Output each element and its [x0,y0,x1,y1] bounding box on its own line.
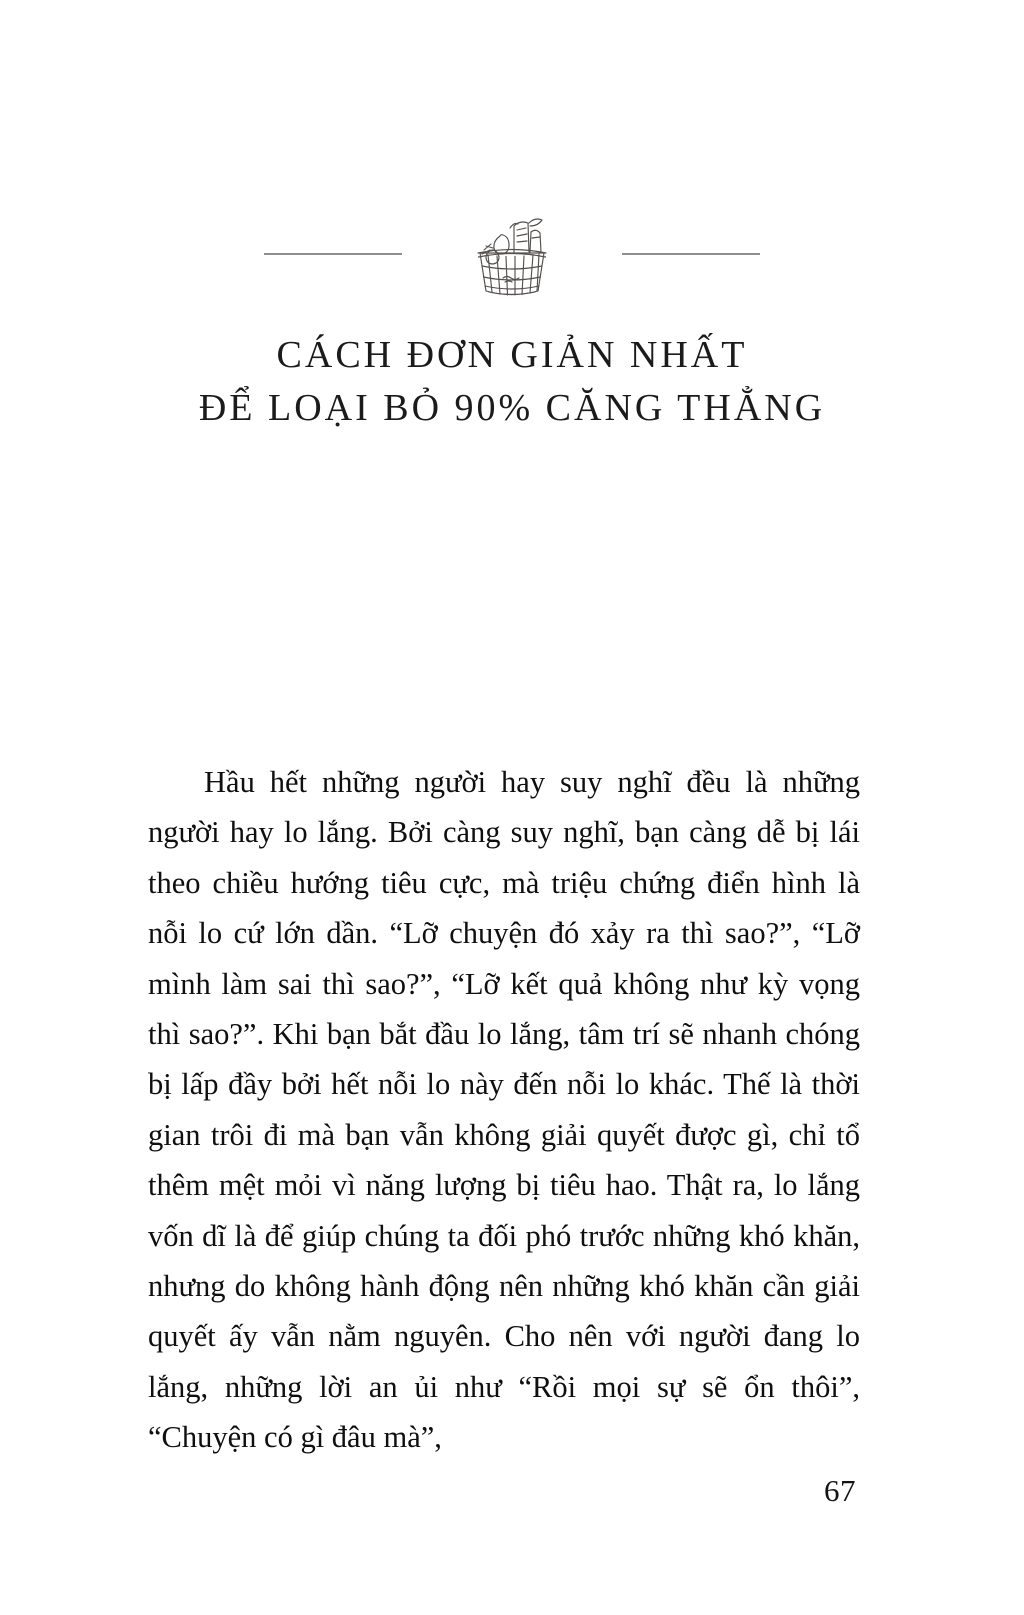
chapter-title-line-1: CÁCH ĐƠN GIẢN NHẤT [276,334,748,377]
basket-of-food-ornament [460,206,564,302]
body-paragraph: Hầu hết những người hay suy nghĩ đều là những người hay lo lắng. Bởi càng suy nghĩ, bạn càng dễ bị lái theo chiều hướng tiêu cực, mà triệu chứng điển hình là nỗi lo cứ lớn dần. “Lỡ chuyện đó xảy ra thì sao?”, “Lỡ mình làm sai thì sao?”, “Lỡ kết quả không như kỳ vọng thì sao?”. Khi bạn bắt đầu lo lắng, tâm trí sẽ nhanh chóng bị lấp đầy bởi hết nỗi lo này đến nỗi lo khác. Thế là thời gian trôi đi mà bạn vẫn không giải quyết được gì, chỉ tổ thêm mệt mỏi vì năng lượng bị tiêu hao. Thật ra, lo lắng vốn dĩ là để giúp chúng ta đối phó trước những khó khăn, nhưng do không hành động nên những khó khăn cần giải quyết ấy vẫn nằm nguyên. Cho nên với người đang lo lắng, những lời an ủi như “Rồi mọi sự sẽ ổn thôi”, “Chuyện có gì đâu mà”, [148,765,860,1455]
page-number: 67 [824,1473,856,1508]
chapter-title [0,329,1024,434]
right-rule-divider [622,253,760,255]
chapter-title-line-2: ĐỂ LOẠI BỎ 90% CĂNG THẲNG [198,386,826,429]
body-text-block [148,757,860,1463]
left-rule-divider [264,253,402,255]
